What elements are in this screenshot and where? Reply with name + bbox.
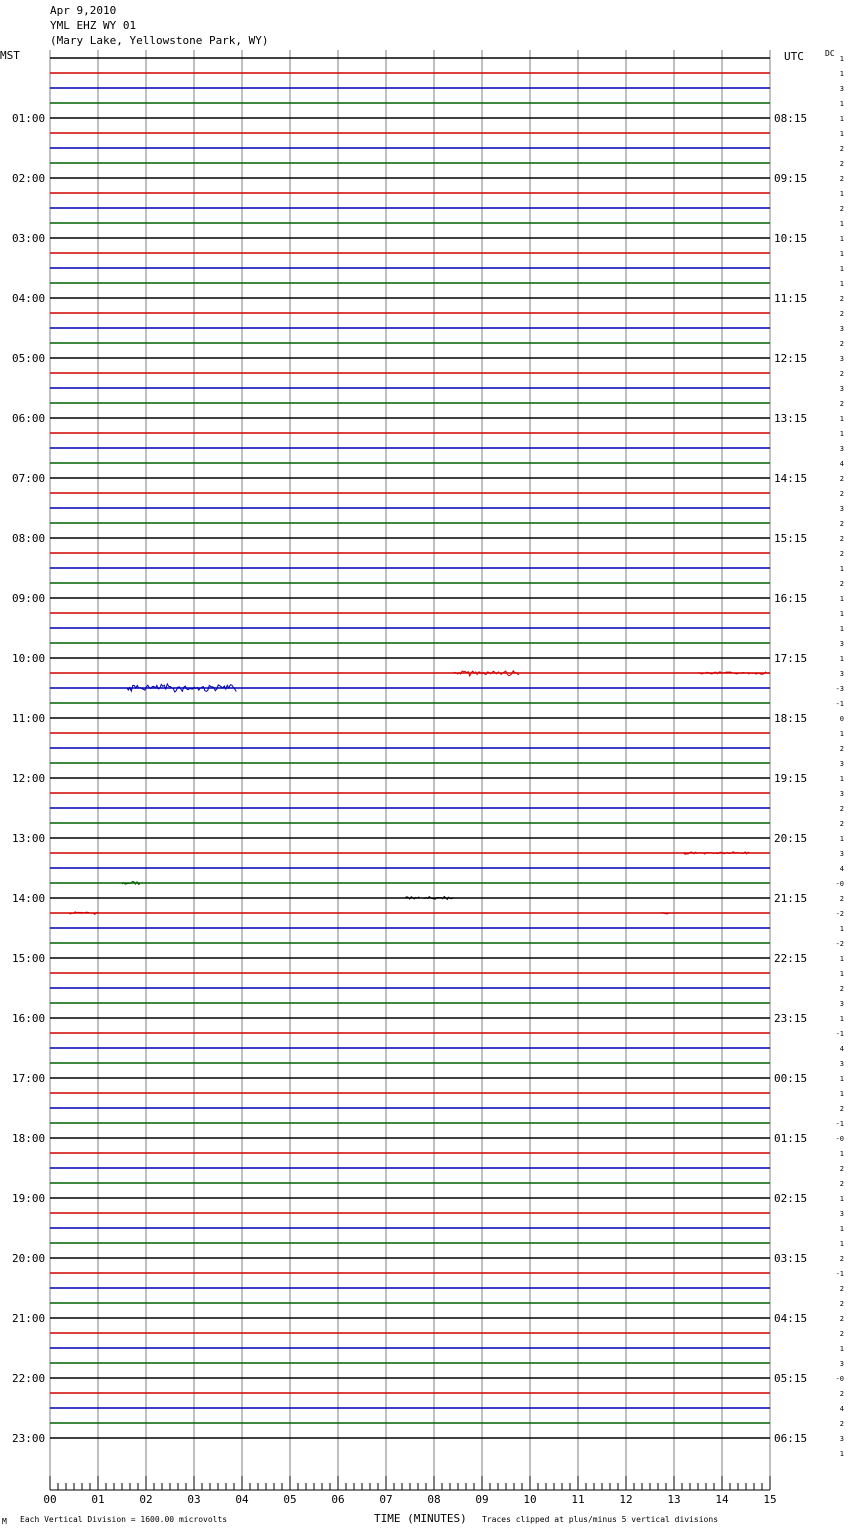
dc-offset-value: -1 xyxy=(835,1030,844,1038)
dc-offset-value: 3 xyxy=(839,1210,844,1218)
x-tick-label: 04 xyxy=(235,1493,249,1506)
dc-offset-value: -0 xyxy=(835,1375,844,1383)
x-tick-label: 15 xyxy=(763,1493,777,1506)
right-hour-label: 22:15 xyxy=(774,952,808,965)
x-tick-label: 09 xyxy=(475,1493,489,1506)
dc-offset-value: 1 xyxy=(839,1015,844,1023)
header-station: YML EHZ WY 01 xyxy=(50,19,137,32)
x-tick-label: 13 xyxy=(667,1493,681,1506)
dc-offset-value: 2 xyxy=(839,310,844,318)
right-hour-label: 16:15 xyxy=(774,592,808,605)
left-hour-label: 14:00 xyxy=(12,892,46,905)
dc-offset-value: 1 xyxy=(839,430,844,438)
dc-offset-value: 2 xyxy=(839,1420,844,1428)
dc-offset-value: 2 xyxy=(839,520,844,528)
x-tick-label: 12 xyxy=(619,1493,633,1506)
dc-offset-value: 2 xyxy=(839,205,844,213)
left-hour-label: 01:00 xyxy=(12,112,46,125)
left-hour-label: 07:00 xyxy=(12,472,46,485)
left-hour-label: 04:00 xyxy=(12,292,46,305)
dc-offset-value: 1 xyxy=(839,970,844,978)
right-hour-label: 01:15 xyxy=(774,1132,808,1145)
right-hour-label: 05:15 xyxy=(774,1372,808,1385)
left-hour-label: 16:00 xyxy=(12,1012,46,1025)
dc-offset-value: 1 xyxy=(839,1345,844,1353)
left-hour-label: 13:00 xyxy=(12,832,46,845)
dc-offset-value: 1 xyxy=(839,730,844,738)
left-hour-label: 08:00 xyxy=(12,532,46,545)
left-hour-label: 17:00 xyxy=(12,1072,46,1085)
left-hour-label: 06:00 xyxy=(12,412,46,425)
right-hour-label: 00:15 xyxy=(774,1072,808,1085)
x-tick-label: 07 xyxy=(379,1493,393,1506)
dc-offset-value: 2 xyxy=(839,490,844,498)
right-hour-label: 06:15 xyxy=(774,1432,808,1445)
dc-offset-value: 1 xyxy=(839,925,844,933)
dc-offset-value: 1 xyxy=(839,280,844,288)
x-tick-label: 10 xyxy=(523,1493,537,1506)
dc-offset-value: -0 xyxy=(835,1135,844,1143)
dc-offset-value: 1 xyxy=(839,220,844,228)
dc-offset-value: 2 xyxy=(839,1300,844,1308)
dc-offset-value: 1 xyxy=(839,1150,844,1158)
right-hour-label: 19:15 xyxy=(774,772,808,785)
dc-offset-value: 1 xyxy=(839,1450,844,1458)
dc-offset-value: 4 xyxy=(839,1405,844,1413)
dc-offset-value: 2 xyxy=(839,1180,844,1188)
trace-activity xyxy=(684,852,750,855)
dc-offset-value: 1 xyxy=(839,115,844,123)
left-hour-label: 02:00 xyxy=(12,172,46,185)
dc-offset-value: 3 xyxy=(839,325,844,333)
header-location: (Mary Lake, Yellowstone Park, WY) xyxy=(50,34,269,47)
left-hour-label: 22:00 xyxy=(12,1372,46,1385)
dc-offset-value: 2 xyxy=(839,145,844,153)
dc-offset-value: 3 xyxy=(839,505,844,513)
dc-offset-value: 2 xyxy=(839,820,844,828)
dc-offset-value: 1 xyxy=(839,595,844,603)
dc-offset-value: 1 xyxy=(839,235,844,243)
dc-offset-value: 2 xyxy=(839,340,844,348)
right-hour-label: 18:15 xyxy=(774,712,808,725)
right-hour-label: 17:15 xyxy=(774,652,808,665)
dc-offset-value: 3 xyxy=(839,670,844,678)
x-tick-label: 00 xyxy=(43,1493,57,1506)
dc-offset-value: 2 xyxy=(839,295,844,303)
right-hour-label: 12:15 xyxy=(774,352,808,365)
dc-offset-value: 1 xyxy=(839,55,844,63)
dc-offset-value: 1 xyxy=(839,250,844,258)
dc-offset-value: 2 xyxy=(839,1285,844,1293)
left-hour-label: 05:00 xyxy=(12,352,46,365)
left-timezone-label: MST xyxy=(0,49,20,62)
right-hour-label: 09:15 xyxy=(774,172,808,185)
dc-offset-value: 2 xyxy=(839,985,844,993)
dc-offset-value: 1 xyxy=(839,1075,844,1083)
dc-offset-value: 1 xyxy=(839,190,844,198)
left-hour-label: 18:00 xyxy=(12,1132,46,1145)
dc-offset-value: 1 xyxy=(839,100,844,108)
dc-offset-value: 1 xyxy=(839,655,844,663)
dc-offset-value: 2 xyxy=(839,175,844,183)
right-timezone-label: UTC xyxy=(784,50,804,63)
trace-activity xyxy=(69,912,98,915)
left-hour-label: 10:00 xyxy=(12,652,46,665)
x-tick-label: 11 xyxy=(571,1493,585,1506)
right-hour-label: 10:15 xyxy=(774,232,808,245)
dc-offset-value: 4 xyxy=(839,460,844,468)
right-hour-label: 20:15 xyxy=(774,832,808,845)
dc-offset-value: 3 xyxy=(839,1060,844,1068)
dc-offset-value: 2 xyxy=(839,535,844,543)
left-hour-label: 12:00 xyxy=(12,772,46,785)
left-hour-label: 21:00 xyxy=(12,1312,46,1325)
dc-offset-value: 2 xyxy=(839,745,844,753)
clip-note: Traces clipped at plus/minus 5 vertical divisions xyxy=(482,1515,719,1524)
dc-offset-value: 1 xyxy=(839,775,844,783)
dc-offset-value: 3 xyxy=(839,85,844,93)
corner-mark: M xyxy=(2,1517,7,1526)
dc-offset-value: 0 xyxy=(839,715,844,723)
scale-note: Each Vertical Division = 1600.00 microvolts xyxy=(20,1515,228,1524)
dc-offset-value: 3 xyxy=(839,385,844,393)
left-hour-label: 23:00 xyxy=(12,1432,46,1445)
dc-offset-value: 3 xyxy=(839,1000,844,1008)
dc-offset-value: 2 xyxy=(839,1105,844,1113)
dc-offset-value: 2 xyxy=(839,895,844,903)
dc-offset-value: 2 xyxy=(839,400,844,408)
right-hour-label: 08:15 xyxy=(774,112,808,125)
dc-offset-value: 3 xyxy=(839,640,844,648)
dc-offset-value: 1 xyxy=(839,565,844,573)
right-hour-label: 13:15 xyxy=(774,412,808,425)
dc-offset-value: 1 xyxy=(839,265,844,273)
left-hour-label: 09:00 xyxy=(12,592,46,605)
dc-offset-value: 2 xyxy=(839,1390,844,1398)
dc-offset-value: -2 xyxy=(835,940,844,948)
x-axis-title: TIME (MINUTES) xyxy=(374,1512,467,1525)
dc-offset-value: -1 xyxy=(835,1270,844,1278)
dc-offset-value: 1 xyxy=(839,1225,844,1233)
dc-offset-value: 2 xyxy=(839,370,844,378)
right-hour-label: 15:15 xyxy=(774,532,808,545)
dc-offset-value: 1 xyxy=(839,955,844,963)
right-hour-label: 11:15 xyxy=(774,292,808,305)
dc-offset-value: 2 xyxy=(839,1330,844,1338)
dc-offset-value: 1 xyxy=(839,610,844,618)
dc-offset-value: 1 xyxy=(839,130,844,138)
header-date: Apr 9,2010 xyxy=(50,4,117,17)
dc-offset-value: -3 xyxy=(835,685,844,693)
x-tick-label: 06 xyxy=(331,1493,345,1506)
dc-offset-value: -1 xyxy=(835,1120,844,1128)
dc-offset-value: 3 xyxy=(839,445,844,453)
x-tick-label: 14 xyxy=(715,1493,729,1506)
dc-offset-value: 4 xyxy=(839,865,844,873)
dc-offset-value: 4 xyxy=(839,1045,844,1053)
right-hour-label: 23:15 xyxy=(774,1012,808,1025)
dc-offset-value: 3 xyxy=(839,760,844,768)
left-hour-label: 19:00 xyxy=(12,1192,46,1205)
dc-offset-value: -2 xyxy=(835,910,844,918)
dc-offset-value: 1 xyxy=(839,835,844,843)
left-hour-label: 11:00 xyxy=(12,712,46,725)
dc-offset-value: 2 xyxy=(839,1165,844,1173)
dc-offset-value: 1 xyxy=(839,625,844,633)
dc-offset-value: 3 xyxy=(839,1435,844,1443)
right-hour-label: 04:15 xyxy=(774,1312,808,1325)
dc-offset-value: 1 xyxy=(839,1195,844,1203)
left-hour-label: 03:00 xyxy=(12,232,46,245)
dc-offset-value: -0 xyxy=(835,880,844,888)
dc-offset-value: 2 xyxy=(839,1315,844,1323)
x-tick-label: 01 xyxy=(91,1493,105,1506)
dc-offset-value: 2 xyxy=(839,1255,844,1263)
dc-offset-value: 2 xyxy=(839,475,844,483)
dc-offset-value: 2 xyxy=(839,160,844,168)
right-hour-label: 02:15 xyxy=(774,1192,808,1205)
dc-offset-value: -1 xyxy=(835,700,844,708)
dc-offset-value: 2 xyxy=(839,580,844,588)
dc-offset-value: 2 xyxy=(839,550,844,558)
dc-offset-value: 1 xyxy=(839,70,844,78)
x-tick-label: 03 xyxy=(187,1493,201,1506)
right-hour-label: 03:15 xyxy=(774,1252,808,1265)
x-tick-label: 05 xyxy=(283,1493,297,1506)
dc-offset-value: 3 xyxy=(839,355,844,363)
right-hour-label: 21:15 xyxy=(774,892,808,905)
left-hour-label: 20:00 xyxy=(12,1252,46,1265)
x-tick-label: 08 xyxy=(427,1493,441,1506)
x-tick-label: 02 xyxy=(139,1493,153,1506)
dc-offset-value: 1 xyxy=(839,415,844,423)
dc-offset-value: 3 xyxy=(839,1360,844,1368)
dc-offset-value: 1 xyxy=(839,1090,844,1098)
dc-offset-value: 1 xyxy=(839,1240,844,1248)
right-hour-label: 14:15 xyxy=(774,472,808,485)
dc-offset-value: 3 xyxy=(839,790,844,798)
left-hour-label: 15:00 xyxy=(12,952,46,965)
dc-offset-value: 2 xyxy=(839,805,844,813)
dc-offset-value: 3 xyxy=(839,850,844,858)
dc-label: DC xyxy=(825,49,835,58)
